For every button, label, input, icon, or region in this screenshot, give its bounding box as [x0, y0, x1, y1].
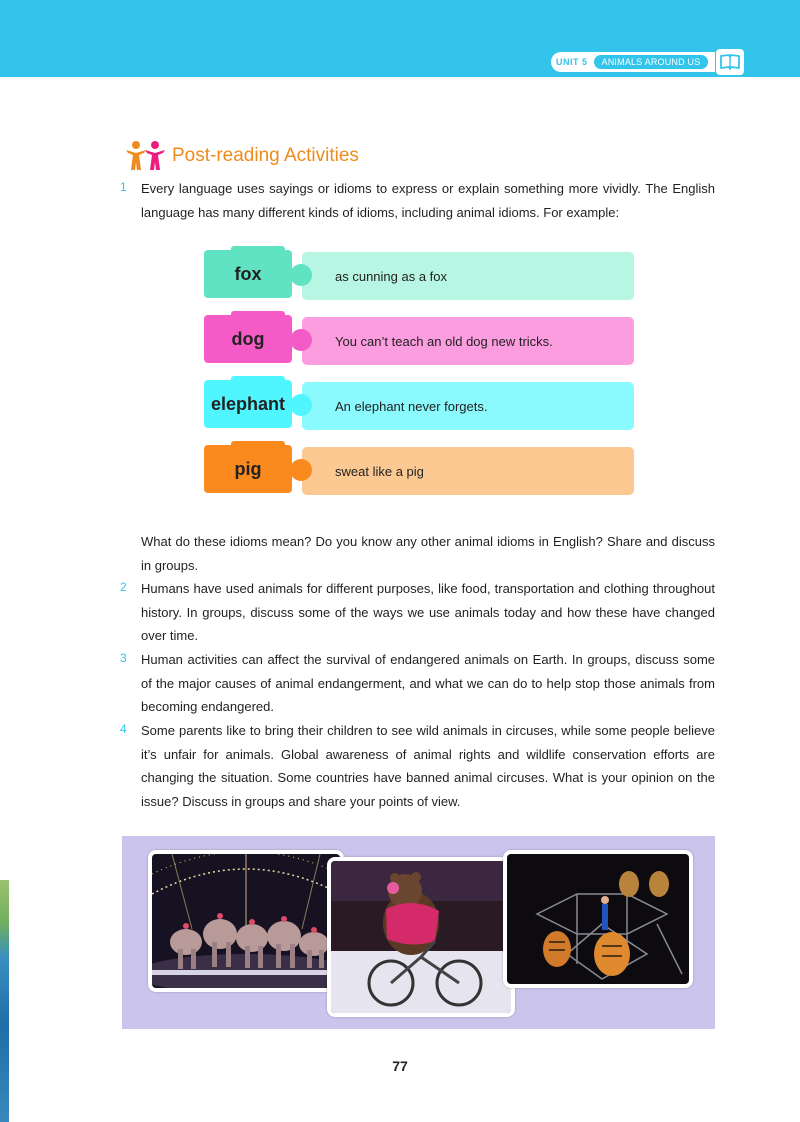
idiom-text: as cunning as a fox — [302, 252, 634, 300]
activity-number: 3 — [120, 651, 127, 665]
idiom-row — [204, 250, 636, 302]
decorative-photo-strip — [0, 880, 9, 1122]
tiger-lion-photo — [503, 850, 693, 988]
circus-elephants-photo — [148, 850, 344, 992]
activity-3-text: Human activities can affect the survival of endangered animals on Earth. In groups, discuss some of the major causes of animal endangerment, and what we can do to help stop those animals from becoming endangered. — [141, 652, 715, 714]
idiom-row — [204, 380, 636, 432]
page-number: 77 — [392, 1058, 408, 1074]
idiom-animal-word: pig — [204, 445, 292, 493]
section-heading — [124, 138, 359, 174]
book-icon — [716, 49, 744, 75]
unit-tag — [551, 52, 715, 72]
activity-number: 4 — [120, 722, 127, 736]
idiom-row — [204, 315, 636, 367]
idiom-row — [204, 445, 636, 497]
idiom-animal-word: fox — [204, 250, 292, 298]
idiom-animal-word: elephant — [204, 380, 292, 428]
puzzle-connector — [290, 459, 312, 481]
intro-paragraph: Every language uses sayings or idioms to express or explain something more vividly. The English language has many different kinds of idioms, including animal idioms. For example: — [141, 181, 715, 220]
puzzle-connector — [290, 394, 312, 416]
idiom-text: sweat like a pig — [302, 447, 634, 495]
activity-number: 1 — [120, 180, 127, 194]
question-paragraph: What do these idioms mean? Do you know any other animal idioms in English? Share and discuss in groups. — [141, 534, 715, 573]
activity-2-text: Humans have used animals for different purposes, like food, transportation and clothing throughout history. In groups, discuss some of the ways we use animals today and how these have changed over time. — [141, 581, 715, 643]
unit-title: ANIMALS AROUND US — [594, 55, 709, 69]
unit-label: UNIT 5 — [556, 57, 588, 67]
bear-bicycle-photo — [327, 857, 515, 1017]
idiom-text: You can’t teach an old dog new tricks. — [302, 317, 634, 365]
activity-number: 2 — [120, 580, 127, 594]
activity-4-text: Some parents like to bring their children to see wild animals in circuses, while some people believe it’s unfair for animals. Global awareness of animal rights and wildlife conservation efforts are changing the situation. Some countries have banned animal circuses. What is your opinion on the issue? Discuss in groups and share your points of view. — [141, 723, 715, 809]
idiom-text: An elephant never forgets. — [302, 382, 634, 430]
puzzle-connector — [290, 264, 312, 286]
puzzle-connector — [290, 329, 312, 351]
idiom-animal-word: dog — [204, 315, 292, 363]
section-title: Post-reading Activities — [172, 145, 359, 166]
two-people-icon — [124, 140, 168, 172]
